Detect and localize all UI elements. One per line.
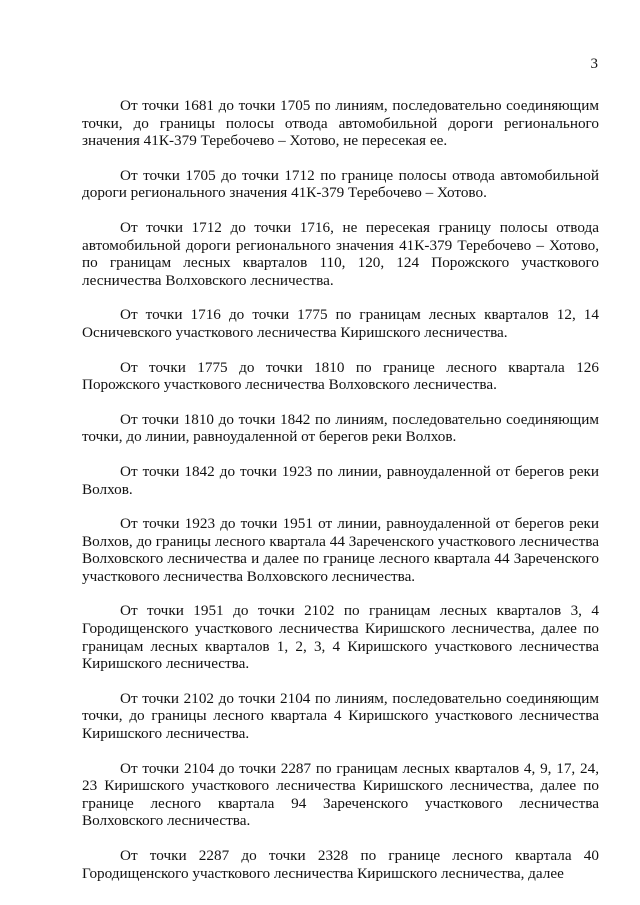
document-body xyxy=(82,97,599,899)
paragraph: От точки 2104 до точки 2287 по границам лесных кварталов 4, 9, 17, 24, 23 Киришского участкового лесничества Киришского лесничества, далее по границе лесного квартала 94 Зареченского участкового лесничества Волховского лесничества. xyxy=(82,759,599,830)
paragraph: От точки 1712 до точки 1716, не пересекая границу полосы отвода автомобильной дороги регионального значения 41К-379 Теребочево – Хотово, по границам лесных кварталов 110, 120, 124 Порожского участкового лесничества Волховского лесничества. xyxy=(82,218,599,289)
paragraph: От точки 1842 до точки 1923 по линии, равноудаленной от берегов реки Волхов. xyxy=(82,462,599,498)
paragraph: От точки 1681 до точки 1705 по линиям, последовательно соединяющим точки, до границы полосы отвода автомобильной дороги регионального значения 41К-379 Теребочево – Хотово, не пересекая ее. xyxy=(82,97,599,150)
paragraph: От точки 1810 до точки 1842 по линиям, последовательно соединяющим точки, до линии, равноудаленной от берегов реки Волхов. xyxy=(82,410,599,446)
page-number: 3 xyxy=(590,56,598,72)
paragraph: От точки 1775 до точки 1810 по границе лесного квартала 126 Порожского участкового лесничества Волховского лесничества. xyxy=(82,358,599,394)
paragraph: От точки 2287 до точки 2328 по границе лесного квартала 40 Городищенского участкового лесничества Киришского лесничества, далее xyxy=(82,847,599,882)
paragraph: От точки 1705 до точки 1712 по границе полосы отвода автомобильной дороги регионального значения 41К-379 Теребочево – Хотово. xyxy=(82,166,599,202)
paragraph: От точки 1951 до точки 2102 по границам лесных кварталов 3, 4 Городищенского участкового лесничества Киришского лесничества, далее по границам лесных кварталов 1, 2, 3, 4 Киришского участкового лесничества Киришского лесничества. xyxy=(82,602,599,673)
paragraph: От точки 1923 до точки 1951 от линии, равноудаленной от берегов реки Волхов, до границы лесного квартала 44 Зареченского участкового лесничества Волховского лесничества и далее по границе лесного квартала 44 Зареченского участкового лесничества Волховского лесничества. xyxy=(82,515,599,585)
paragraph: От точки 2102 до точки 2104 по линиям, последовательно соединяющим точки, до границы лесного квартала 4 Киришского участкового лесничества Киришского лесничества. xyxy=(82,689,599,743)
paragraph: От точки 1716 до точки 1775 по границам лесных кварталов 12, 14 Осничевского участкового лесничества Киришского лесничества. xyxy=(82,306,599,341)
